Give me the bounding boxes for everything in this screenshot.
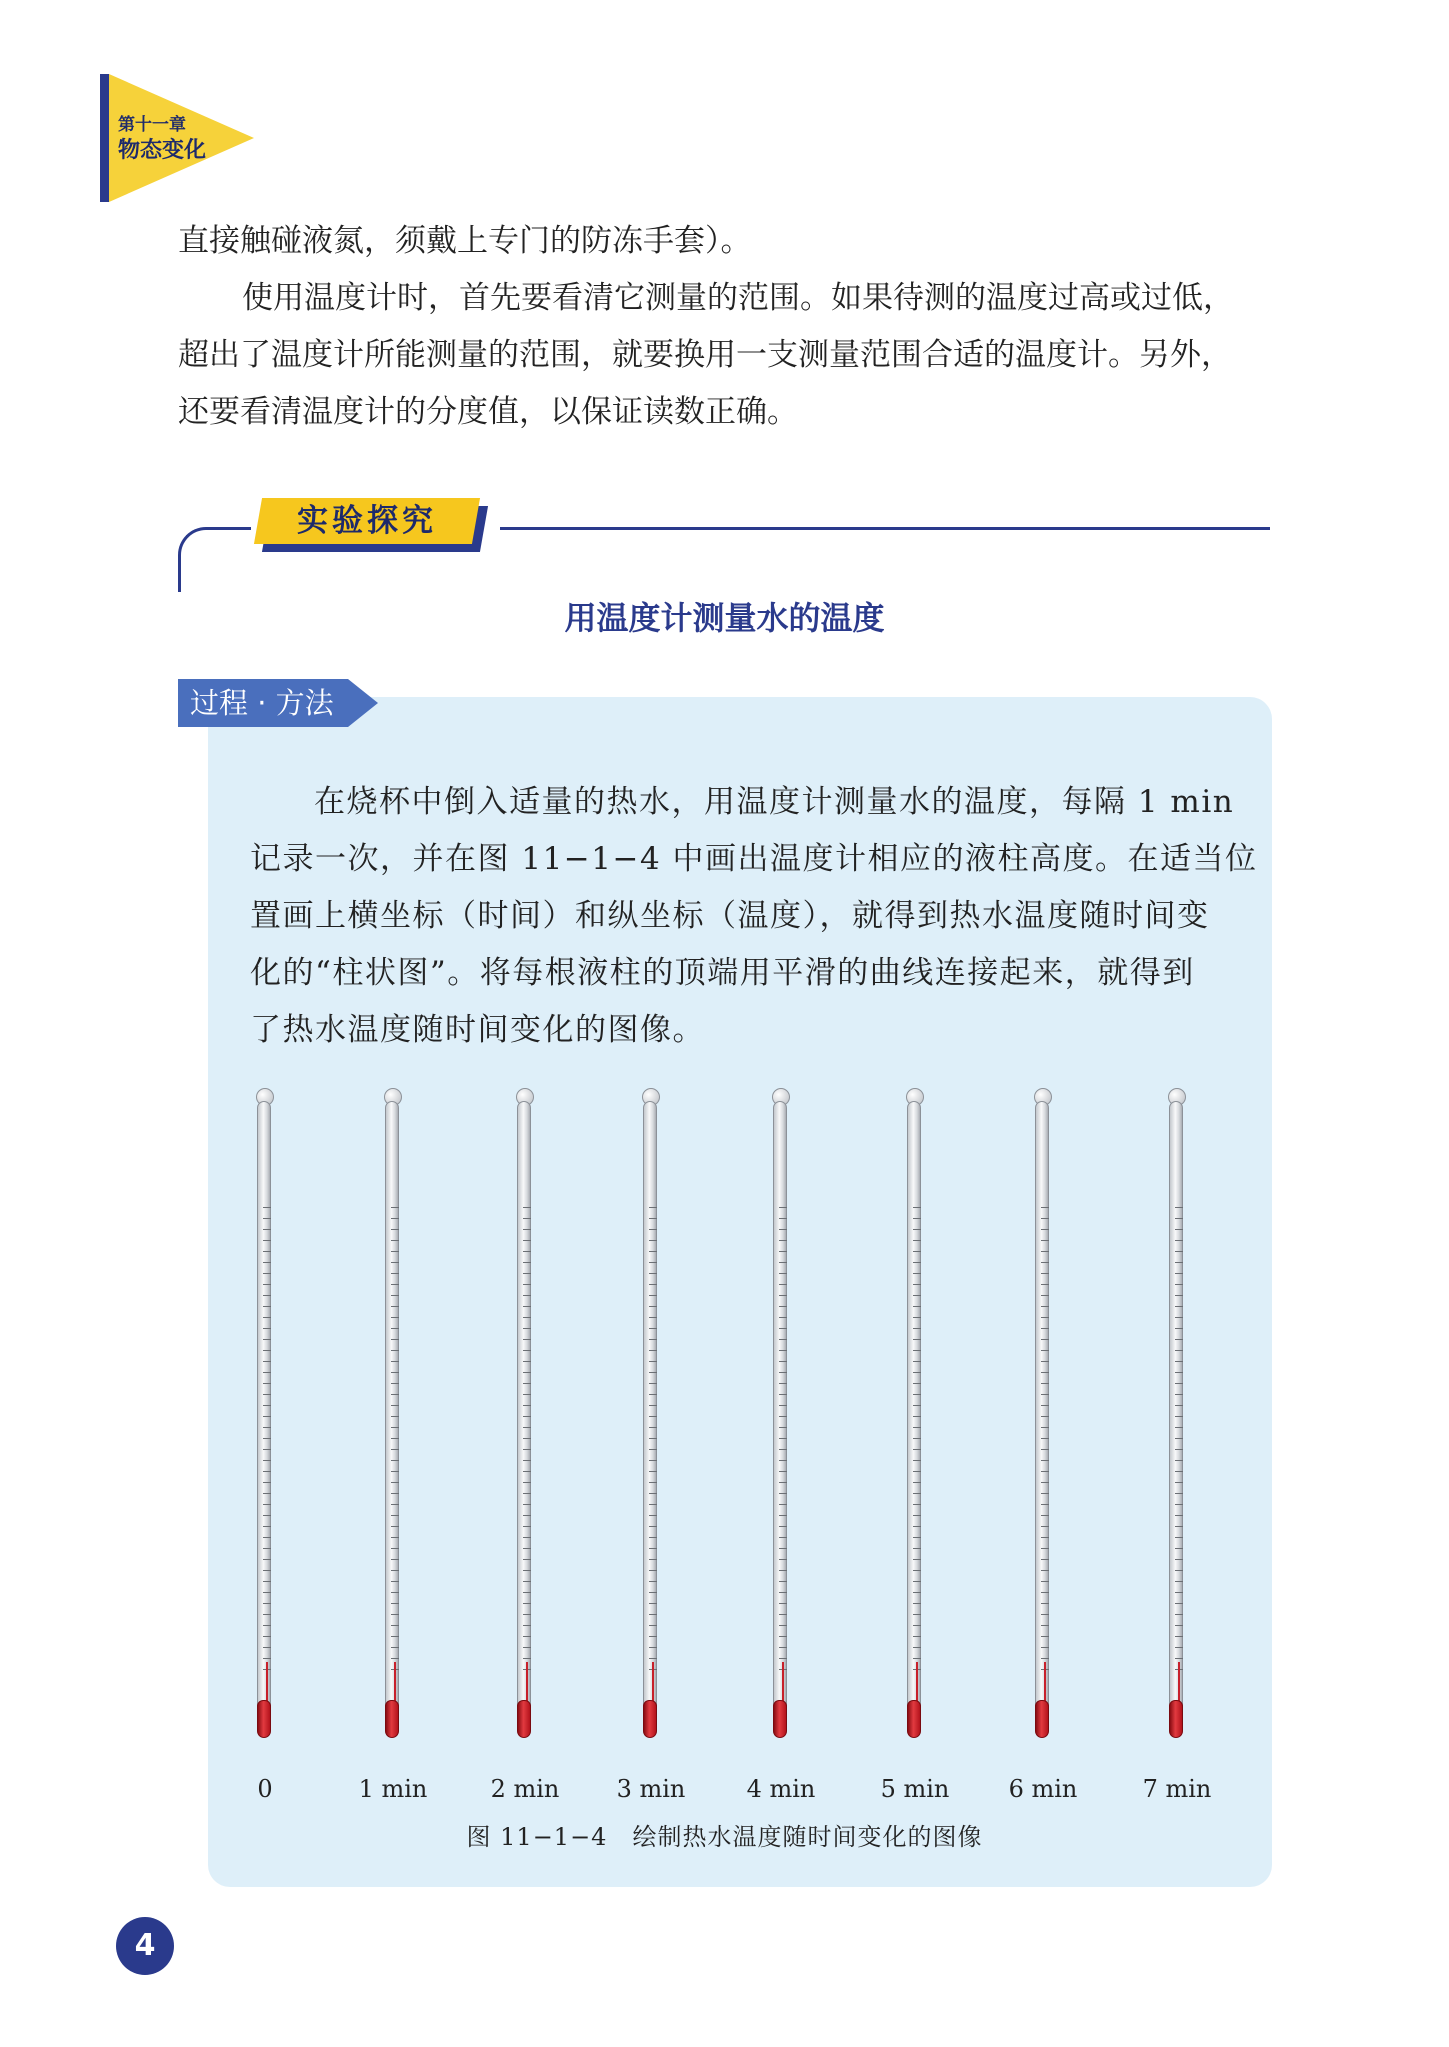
chapter-name: 物态变化 — [118, 137, 207, 163]
intro-line: 使用温度计时，首先要看清它测量的范围。如果待测的温度过高或过低， — [242, 280, 1234, 316]
intro-line: 还要看清温度计的分度值，以保证读数正确。 — [178, 394, 798, 430]
time-label: 3 min — [616, 1775, 686, 1803]
figure-caption: 图 11−1−4 绘制热水温度随时间变化的图像 — [466, 1823, 983, 1851]
intro-line: 超出了温度计所能测量的范围，就要换用一支测量范围合适的温度计。另外， — [178, 337, 1232, 373]
method-line: 置画上横坐标（时间）和纵坐标（温度），就得到热水温度随时间变 — [250, 898, 1210, 934]
experiment-title: 用温度计测量水的温度 — [564, 599, 885, 637]
intro-line: 直接触碰液氮，须戴上专门的防冻手套）。 — [178, 223, 752, 259]
time-label: 0 — [257, 1775, 273, 1803]
chapter-number: 第十一章 — [118, 115, 186, 135]
thermometer-icon — [255, 1088, 275, 1758]
time-label: 7 min — [1142, 1775, 1212, 1803]
method-line: 在烧杯中倒入适量的热水，用温度计测量水的温度，每隔 1 min — [314, 784, 1235, 820]
section-banner-label: 实验探究 — [297, 503, 437, 539]
banner-rule — [500, 527, 1270, 530]
thermometer-icon — [515, 1088, 535, 1758]
banner-hook — [178, 527, 251, 592]
thermometer-icon — [641, 1088, 661, 1758]
time-label: 5 min — [880, 1775, 950, 1803]
time-label: 4 min — [746, 1775, 816, 1803]
method-tab-label: 过程 · 方法 — [190, 686, 334, 720]
time-label: 2 min — [490, 1775, 560, 1803]
thermometer-icon — [383, 1088, 403, 1758]
method-paragraph — [250, 774, 1258, 1059]
thermometer-icon — [771, 1088, 791, 1758]
method-line: 记录一次，并在图 11−1−4 中画出温度计相应的液柱高度。在适当位 — [250, 841, 1258, 877]
page-number: 4 — [134, 1928, 156, 1963]
thermometer-icon — [1033, 1088, 1053, 1758]
thermometer-icon — [905, 1088, 925, 1758]
time-label: 1 min — [358, 1775, 428, 1803]
chapter-bar — [100, 74, 109, 202]
method-line: 化的“柱状图”。将每根液柱的顶端用平滑的曲线连接起来，就得到 — [250, 955, 1195, 991]
thermometer-icon — [1167, 1088, 1187, 1758]
intro-paragraph — [178, 213, 1268, 441]
method-line: 了热水温度随时间变化的图像。 — [250, 1012, 705, 1048]
time-label: 6 min — [1008, 1775, 1078, 1803]
